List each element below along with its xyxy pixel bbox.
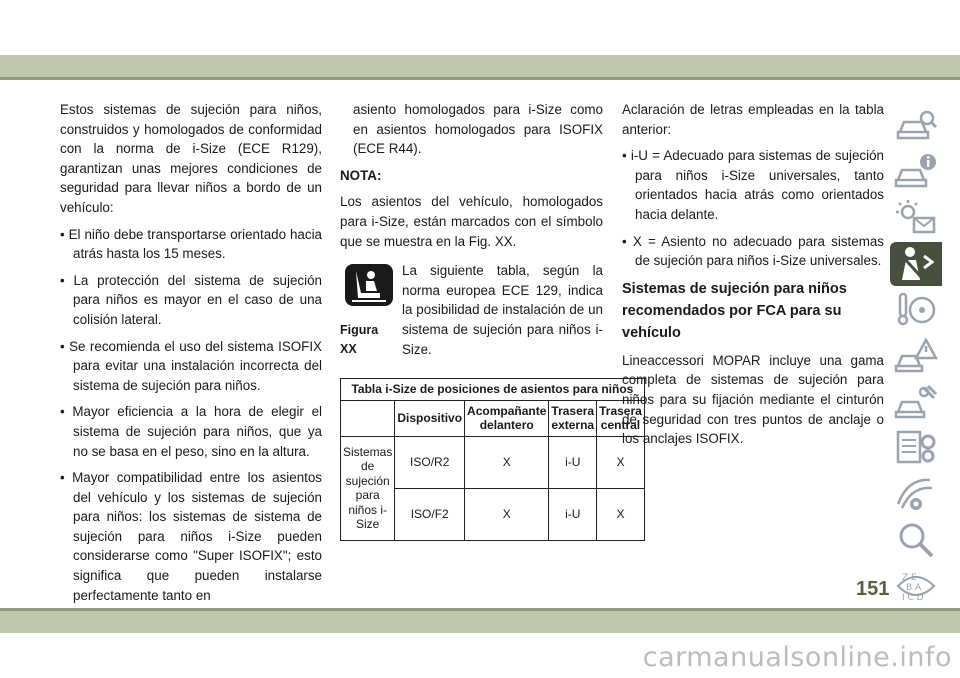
column-3 <box>622 100 884 456</box>
chapter-tab[interactable] <box>890 564 942 608</box>
footer-band <box>0 611 960 633</box>
table-header: Trasera central <box>597 400 645 436</box>
isize-seat-icon <box>344 263 394 307</box>
page-number: 151 <box>856 578 890 600</box>
table-cell: X <box>465 436 549 488</box>
car-info-icon <box>894 152 938 192</box>
chapter-tab[interactable] <box>890 150 942 194</box>
table-cell: i-U <box>549 436 597 488</box>
section-title: Sistemas de sujeción para niños recomendados por FCA para su vehículo <box>622 280 847 341</box>
table-cell: X <box>465 488 549 540</box>
chapter-tab[interactable] <box>890 334 942 378</box>
isize-table <box>340 378 645 541</box>
bullet-item: • X = Asiento no adecuado para sistemas de sujeción para niños i-Size universales. <box>622 233 884 269</box>
legend-intro: Aclaración de letras empleadas en la tabla anterior: <box>622 102 884 137</box>
table-header: Trasera externa <box>549 400 597 436</box>
chapter-tab-active[interactable] <box>890 242 942 286</box>
note-title: NOTA: <box>340 167 382 183</box>
settings-list-icon <box>894 428 938 468</box>
bullet-item: • Mayor compatibilidad entre los asientos del vehículo y los sistemas de sujeción para niños: los sistemas de sistema de sujeción para niños i-Size pueden considerarse como "Super ISOFIX"; esto significa que pueden instalarse perfectamente tanto en <box>60 470 322 603</box>
table-row-header: Sistemas de sujeción para niños i-Size <box>341 436 395 540</box>
chapter-tab[interactable] <box>890 288 942 332</box>
bullet-item: • La protección del sistema de sujeción para niños es mayor en el caso de una colisión lateral. <box>60 272 322 327</box>
chapter-tab[interactable] <box>890 196 942 240</box>
figure-block <box>340 261 603 366</box>
table-title: Tabla i-Size de posiciones de asientos para niños <box>341 379 645 401</box>
header-band <box>0 55 960 77</box>
alphabet-index-icon <box>894 566 938 606</box>
intro-paragraph: Estos sistemas de sujeción para niños, construidos y homologados de conformidad con la norma de i-Size (ECE R129), garantizan unas mejores condiciones de seguridad para llevar niños a bordo de un vehículo: <box>60 102 322 215</box>
wrench-car-icon <box>894 382 938 422</box>
light-mail-icon <box>894 198 938 238</box>
table-header-row <box>341 400 645 436</box>
section-text: Lineaccessori MOPAR incluye una gama completa de sistemas de sujeción para niños para su fijación mediante el cinturón de seguridad con tres puntos de anclaje o los anclajes ISOFIX. <box>622 352 884 447</box>
svg-text:Z E: Z E <box>902 573 917 583</box>
watermark: carmanualsonline.info <box>642 642 952 673</box>
bullet-item: • i-U = Adecuado para sistemas de sujeción para niños i-Size universales, tanto orientados hacia atrás como orientados hacia delante. <box>622 148 884 222</box>
table-cell: i-U <box>549 488 597 540</box>
continuation-text: asiento homologados para i-Size como en asientos homologados para ISOFIX (ECE R44). <box>353 102 603 157</box>
chapter-tab[interactable] <box>890 518 942 562</box>
chapter-tab[interactable] <box>890 426 942 470</box>
chapter-tab[interactable] <box>890 380 942 424</box>
table-row <box>341 436 645 488</box>
seat-belt-icon <box>894 244 938 284</box>
table-cell: X <box>597 436 645 488</box>
music-nav-icon <box>894 474 938 514</box>
bullet-item: • Se recomienda el uso del sistema ISOFIX para evitar una instalación incorrecta del sistema de sujeción para niños. <box>60 338 322 393</box>
table-cell: ISO/R2 <box>395 436 465 488</box>
column-2 <box>340 100 642 541</box>
key-wheel-icon <box>894 290 938 330</box>
svg-text:I C D: I C D <box>902 593 924 603</box>
warning-car-icon <box>894 336 938 376</box>
table-cell: X <box>597 488 645 540</box>
figure-text: La siguiente tabla, según la norma europea ECE 129, indica la posibilidad de instalación de un sistema de sujeción para niños i-Size. <box>402 263 603 357</box>
svg-text:B A: B A <box>906 583 922 593</box>
car-search-icon <box>894 106 938 146</box>
chapter-sidebar <box>890 104 942 610</box>
table-header <box>341 400 395 436</box>
table-header: Dispositivo <box>395 400 465 436</box>
bullet-item: • Mayor eficiencia a la hora de elegir el sistema de sujeción para niños, que ya no se basa en el peso, sino en la altura. <box>60 404 322 459</box>
bullet-item: • El niño debe transportarse orientado hacia atrás hasta los 15 meses. <box>60 226 322 262</box>
table-cell: ISO/F2 <box>395 488 465 540</box>
chapter-tab[interactable] <box>890 472 942 516</box>
header-rule <box>0 77 960 80</box>
table-header: Acompañante delantero <box>465 400 549 436</box>
note-text: Los asientos del vehículo, homologados para i-Size, están marcados con el símbolo que se muestra en la Fig. XX. <box>340 194 603 249</box>
column-1 <box>60 100 322 612</box>
chapter-tab[interactable] <box>890 104 942 148</box>
figure-caption: Figura XX <box>340 322 379 357</box>
search-icon <box>894 520 938 560</box>
